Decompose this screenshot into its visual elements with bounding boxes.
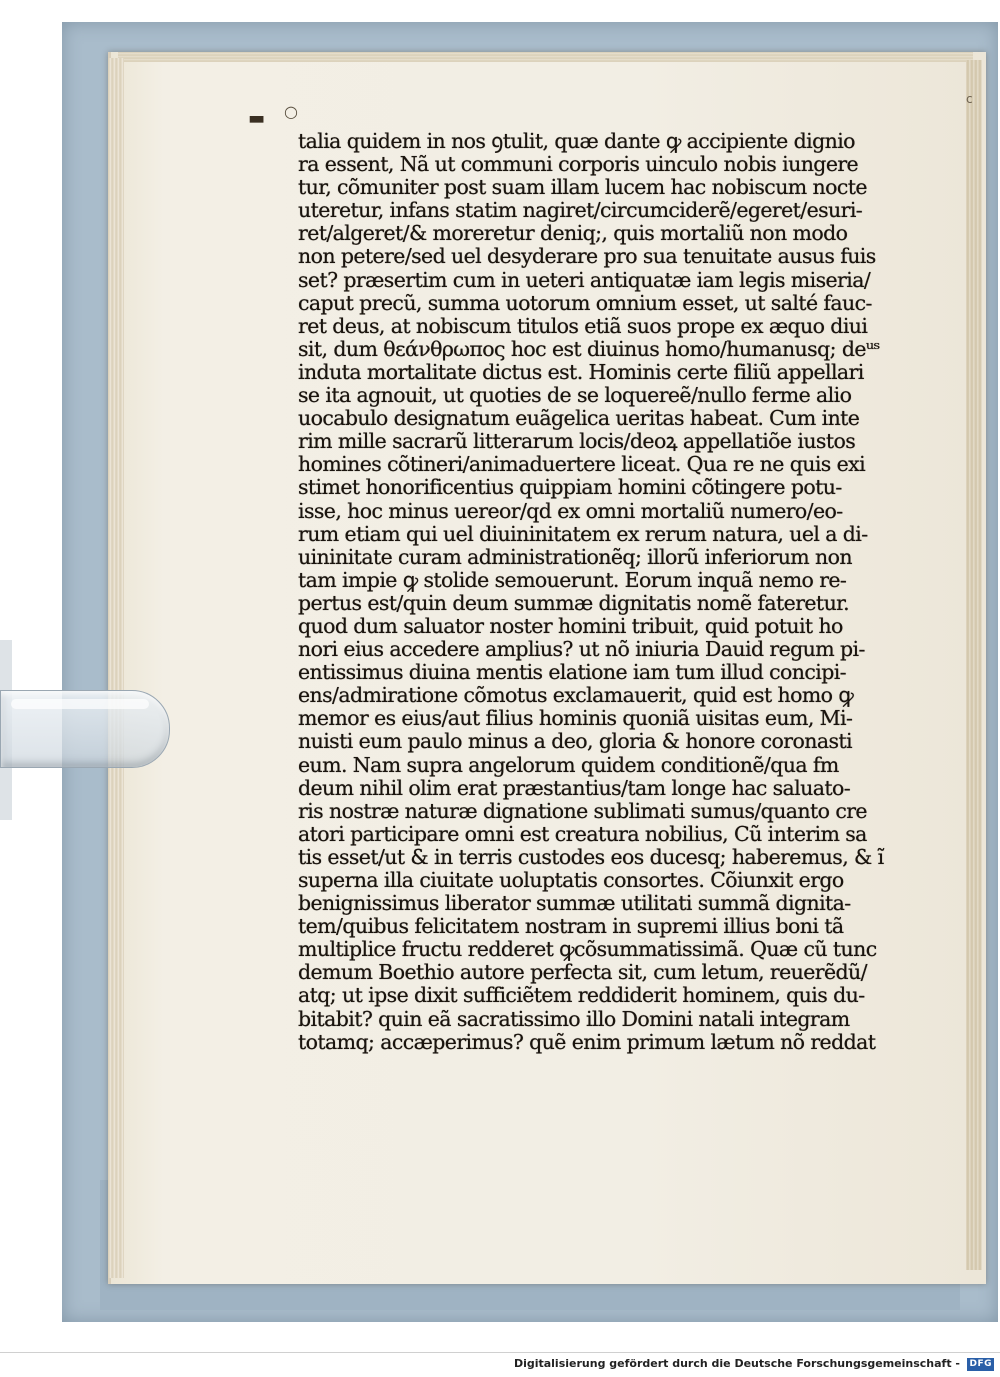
text-line: stimet honorificentius quippiam homini cõtingere potu- bbox=[298, 476, 842, 500]
text-line: superna illa ciuitate uoluptatis consortes. Cõiunxit ergo bbox=[298, 869, 844, 892]
text-line: nori eius accedere amplius? ut nõ iniuria Dauid regum pi- bbox=[298, 638, 865, 662]
text-line: isse, hoc minus uereor/qd ex omni mortaliũ numero/eo- bbox=[298, 499, 843, 523]
text-line: nuisti eum paulo minus a deo, gloria & honore coronasti bbox=[298, 730, 852, 754]
text-line: se ita agnouit, ut quoties de se loquereẽ/nullo ferme alio bbox=[298, 384, 852, 408]
text-line: demum Boethio autore perfecta sit, cum letum, reuerẽdũ/ bbox=[298, 961, 867, 985]
text-line: deum nihil olim erat præstantius/tam longe hac saluato- bbox=[298, 776, 851, 800]
text-line: induta mortalitate dictus est. Hominis certe filiũ appellari bbox=[298, 360, 864, 384]
text-line: talia quidem in nos ꝯtulit, quæ dante ꝙ accipiente dignio bbox=[298, 130, 855, 153]
text-line: ra essent, Nã ut communi corporis uinculo nobis iungere bbox=[298, 153, 859, 177]
text-line: tur, cõmuniter post suam illam lucem hac nobiscum nocte bbox=[298, 176, 867, 200]
latin-text-block bbox=[298, 130, 916, 1054]
circle-mark: ○ bbox=[284, 102, 298, 121]
text-line: benignissimus liberator summæ utilitati summã dignita- bbox=[298, 892, 851, 916]
page-edge-left bbox=[108, 58, 124, 1278]
text-line: set? præsertim cum in ueteri antiquatæ iam legis miseria/ bbox=[298, 268, 871, 292]
text-line: entissimus diuina mentis elatione iam tum illud concipi- bbox=[298, 661, 846, 685]
right-margin-mark: c bbox=[966, 92, 973, 106]
text-line: bitabit? quin eã sacratissimo illo Domini natali integram bbox=[298, 1007, 850, 1031]
page-edge-top bbox=[118, 52, 973, 62]
dfg-logo-icon: DFG bbox=[969, 1359, 992, 1369]
footer-bar bbox=[0, 1352, 1000, 1377]
text-line: homines cõtineri/animaduertere liceat. Qua re ne quis exi bbox=[298, 453, 866, 477]
text-line: tam impie ꝙ stolide semouerunt. Eorum inquã nemo re- bbox=[298, 568, 847, 592]
text-line: sit, dum θεάνθρωπος hoc est diuinus homo/humanusq; deᵘˢ bbox=[298, 337, 880, 361]
dash-mark: ▬ bbox=[248, 108, 266, 129]
text-line: pertus est/quin deum summæ dignitatis nomẽ fateretur. bbox=[298, 591, 850, 615]
text-line: rum etiam qui uel diuininitatem ex rerum natura, uel a di- bbox=[298, 522, 868, 546]
text-line: ret deus, at nobiscum titulos etiã suos prope ex æquo diui bbox=[298, 314, 868, 338]
page-clip bbox=[0, 690, 170, 768]
page-clip-shine bbox=[11, 699, 149, 709]
text-line: atori participare omni est creatura nobilius, Cũ interim sa bbox=[298, 822, 867, 846]
funding-notice: Digitalisierung gefördert durch die Deutsche Forschungsgemeinschaft - bbox=[513, 1357, 960, 1370]
text-line: ret/algeret/& moreretur deniq;, quis mortaliũ non modo bbox=[298, 222, 848, 246]
text-line: non petere/sed uel desyderare pro sua tenuitate ausus fuis bbox=[298, 245, 876, 269]
text-line: ens/admiratione cõmotus exclamauerit, quid est homo ꝙ bbox=[298, 684, 854, 708]
text-line: quod dum saluator noster homini tribuit, quid potuit ho bbox=[298, 614, 843, 638]
page-edge-right bbox=[966, 60, 982, 1270]
text-line: memor es eius/aut filius hominis quoniã uisitas eum, Mi- bbox=[298, 707, 853, 731]
text-line: uocabulo designatum euãgelica ueritas habeat. Cum inte bbox=[298, 407, 860, 431]
text-line: uteretur, infans statim nagiret/circumciderẽ/egeret/esuri- bbox=[298, 199, 863, 223]
text-line: tem/quibus felicitatem nostram in supremi illius boni tã bbox=[298, 915, 844, 939]
text-line: atq; ut ipse dixit sufficiẽtem reddiderit hominem, quis du- bbox=[298, 984, 865, 1008]
text-line: rim mille sacrarũ litterarum locis/deoꝝ appellatiõe iustos bbox=[298, 430, 856, 454]
text-line: ris nostræ naturæ dignatione sublimati sumus/quanto cre bbox=[298, 799, 867, 823]
text-line: eum. Nam supra angelorum quidem conditionẽ/qua fm bbox=[298, 753, 839, 777]
text-line: tis esset/ut & in terris custodes eos ducesq; haberemus, & ĩ bbox=[298, 845, 884, 869]
text-line: uininitate curam administrationẽq; illorũ inferiorum non bbox=[298, 545, 852, 569]
text-line: multiplice fructu redderet ꝙcõsummatissimã. Quæ cũ tunc bbox=[298, 938, 877, 962]
text-line: totamq; accæperimus? quẽ enim primum lætum nõ reddat bbox=[298, 1030, 876, 1054]
text-line: caput precũ, summa uotorum omnium esset, ut salté fauc- bbox=[298, 291, 872, 315]
